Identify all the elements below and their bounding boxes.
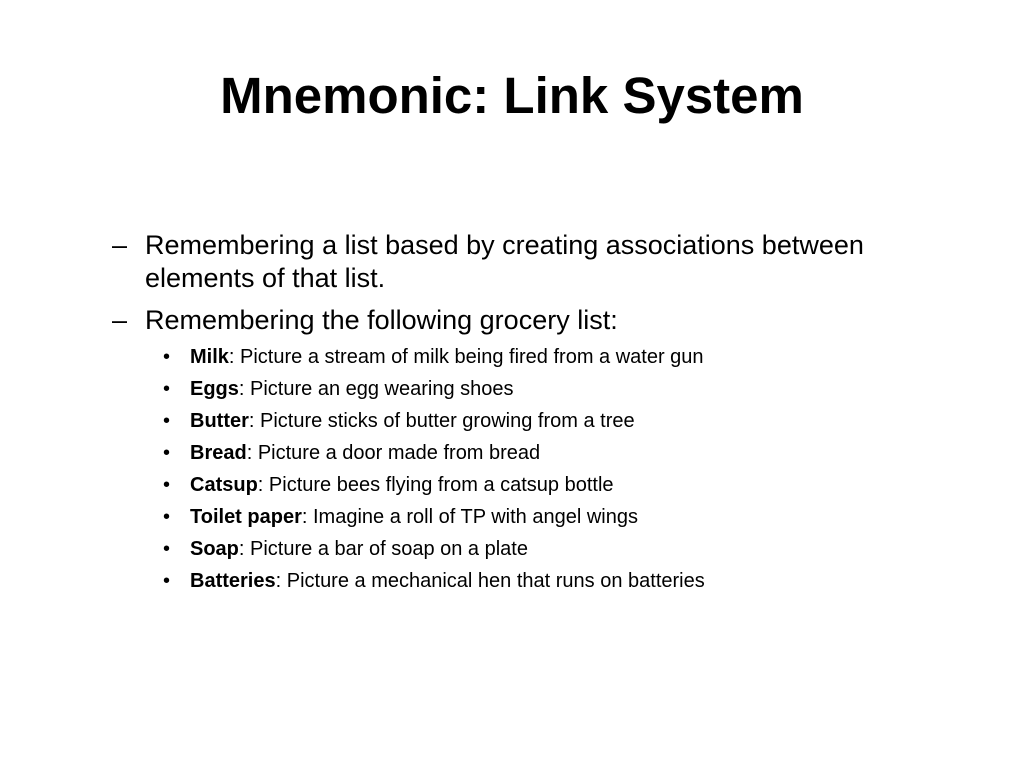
grocery-list [163, 341, 863, 597]
item-term: Butter [190, 410, 249, 432]
point-text: Remembering the following grocery list: [145, 305, 618, 335]
item-term: Catsup [190, 474, 258, 496]
grocery-item-toilet-paper [163, 501, 863, 533]
item-description: : Imagine a roll of TP with angel wings [301, 506, 638, 528]
item-description: : Picture a bar of soap on a plate [238, 538, 528, 560]
grocery-item-eggs [163, 373, 863, 405]
grocery-item-batteries [163, 565, 863, 597]
item-term: Batteries [190, 570, 276, 592]
slide-title: Mnemonic: Link System [220, 67, 804, 124]
item-term: Toilet paper [190, 506, 302, 528]
item-description: : Picture bees flying from a catsup bottle [257, 474, 614, 496]
grocery-item-butter [163, 405, 863, 437]
grocery-item-catsup [163, 469, 863, 501]
grocery-item-milk [163, 341, 863, 373]
dash-marker: – [112, 305, 128, 335]
item-term: Milk [190, 346, 229, 368]
grocery-item-bread [163, 437, 863, 469]
item-description: : Picture a mechanical hen that runs on batteries [275, 570, 705, 592]
grocery-item-soap [163, 533, 863, 565]
bullet-marker: • [163, 538, 171, 560]
bullet-marker: • [163, 506, 171, 528]
bullet-marker: • [163, 474, 171, 496]
item-description: : Picture sticks of butter growing from a tree [248, 410, 635, 432]
dash-marker: – [112, 230, 128, 260]
item-term: Bread [190, 442, 247, 464]
bullet-marker: • [163, 570, 171, 592]
point-text: Remembering a list based by creating associations between elements of that list. [145, 230, 864, 293]
bullet-marker: • [163, 346, 171, 368]
item-description: : Picture a stream of milk being fired from a water gun [228, 346, 704, 368]
bullet-marker: • [163, 410, 171, 432]
bullet-marker: • [163, 378, 171, 400]
item-description: : Picture a door made from bread [246, 442, 541, 464]
item-term: Eggs [190, 378, 239, 400]
point-associations [112, 229, 872, 295]
item-description: : Picture an egg wearing shoes [238, 378, 514, 400]
item-term: Soap [190, 538, 239, 560]
bullet-marker: • [163, 442, 171, 464]
point-grocery-list [112, 304, 872, 337]
